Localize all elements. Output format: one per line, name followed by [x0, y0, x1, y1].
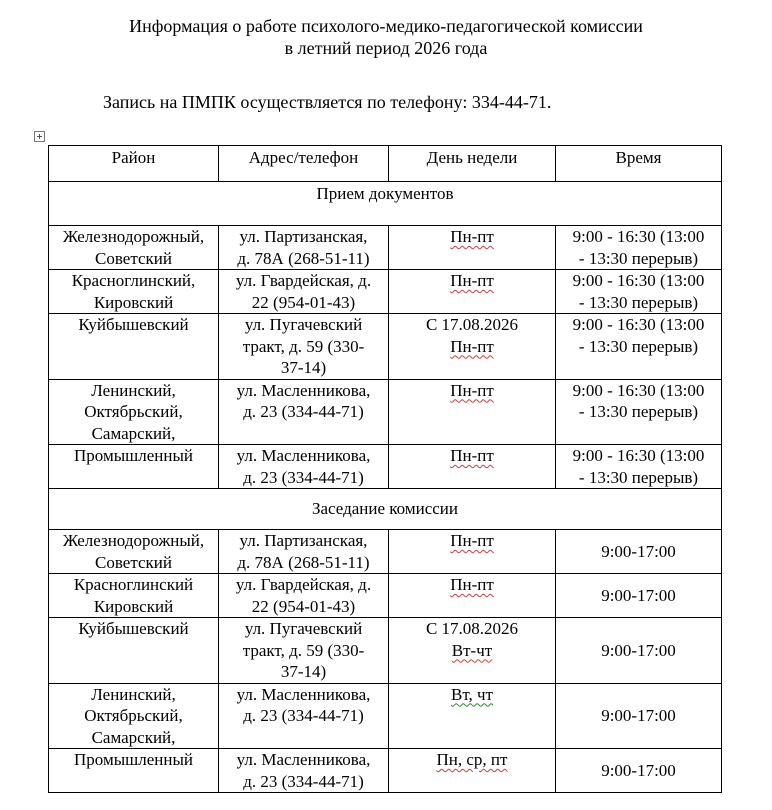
address-line: ул. Пугачевский	[244, 315, 363, 334]
section-title-text: Прием документов	[316, 184, 454, 203]
district-cell	[49, 574, 219, 618]
address-line: ул. Масленникова,	[236, 684, 371, 704]
time-line: - 13:30 перерыв)	[578, 402, 699, 421]
district-line: Промышленный	[74, 750, 193, 769]
address-line: 22 (954-01-43)	[251, 596, 356, 616]
address-line: д. 78А (268-51-11)	[237, 552, 370, 572]
address-line: тракт, д. 59 (330-	[242, 640, 365, 660]
day-line: Пн, ср, пт	[436, 750, 508, 769]
district-line: Самарский,	[91, 423, 176, 443]
day-cell	[389, 379, 556, 445]
time-line: 9:00-17:00	[601, 706, 676, 725]
day-line: С 17.08.2026	[425, 315, 519, 334]
day-cell	[389, 683, 556, 749]
time-cell	[556, 379, 722, 445]
district-line: Кировский	[93, 292, 174, 312]
district-line: Советский	[95, 552, 172, 572]
day-cell	[389, 618, 556, 684]
district-line: Октябрьский,	[84, 402, 183, 421]
address-cell	[219, 445, 389, 489]
time-line: - 13:30 перерыв)	[578, 467, 699, 487]
header-district: Район	[49, 146, 219, 182]
day-cell	[389, 530, 556, 574]
address-line: ул. Масленникова,	[236, 750, 371, 769]
district-cell	[49, 314, 219, 380]
district-line: Железнодорожный,	[62, 531, 205, 550]
address-line: ул. Пугачевский	[244, 619, 363, 638]
district-cell	[49, 530, 219, 574]
section-title	[49, 182, 722, 226]
schedule-table	[48, 145, 722, 793]
time-cell	[556, 749, 722, 793]
day-cell	[389, 314, 556, 380]
day-line: Пн-пт	[450, 227, 494, 246]
day-cell	[389, 270, 556, 314]
address-line: ул. Масленникова,	[236, 380, 371, 400]
time-line: 9:00-17:00	[601, 640, 676, 660]
time-line: - 13:30 перерыв)	[578, 336, 699, 356]
day-line: Вт-чт	[451, 640, 493, 660]
address-cell	[219, 270, 389, 314]
time-cell	[556, 226, 722, 270]
day-cell	[389, 749, 556, 793]
address-cell	[219, 683, 389, 749]
day-line: Пн-пт	[450, 336, 494, 356]
table-row	[49, 226, 722, 270]
address-line: д. 78А (268-51-11)	[237, 248, 370, 268]
time-cell	[556, 618, 722, 684]
address-line: д. 23 (334-44-71)	[243, 402, 364, 421]
address-line: тракт, д. 59 (330-	[242, 336, 365, 356]
time-line: 9:00 - 16:30 (13:00	[572, 315, 705, 334]
time-cell	[556, 445, 722, 489]
table-row	[49, 683, 722, 749]
time-line: 9:00-17:00	[601, 760, 676, 780]
time-cell	[556, 530, 722, 574]
day-line: Пн-пт	[450, 531, 494, 550]
table-row	[49, 270, 722, 314]
header-row	[49, 146, 722, 182]
day-cell	[389, 574, 556, 618]
address-cell	[219, 530, 389, 574]
day-line: Пн-пт	[450, 380, 494, 400]
day-line: Вт, чт	[451, 684, 493, 704]
address-line: 37-14)	[280, 358, 327, 377]
district-cell	[49, 445, 219, 489]
time-line: 9:00-17:00	[601, 541, 676, 561]
day-cell	[389, 226, 556, 270]
address-cell	[219, 749, 389, 793]
address-line: д. 23 (334-44-71)	[243, 771, 364, 791]
address-cell	[219, 314, 389, 380]
document-title-line-2: в летний период 2026 года	[284, 38, 488, 58]
section-title	[49, 489, 722, 530]
header-time: Время	[556, 146, 722, 182]
table-row	[49, 749, 722, 793]
district-line: Куйбышевский	[78, 315, 189, 334]
district-line: Самарский,	[91, 727, 176, 747]
district-line: Железнодорожный,	[62, 227, 205, 246]
time-cell	[556, 683, 722, 749]
section-title-text: Заседание комиссии	[311, 499, 459, 518]
address-line: д. 23 (334-44-71)	[243, 706, 364, 725]
address-line: д. 23 (334-44-71)	[243, 467, 364, 487]
district-line: Куйбышевский	[78, 619, 189, 638]
district-cell	[49, 749, 219, 793]
table-row	[49, 574, 722, 618]
time-line: - 13:30 перерыв)	[578, 292, 699, 312]
district-line: Советский	[95, 248, 172, 268]
header-day: День недели	[389, 146, 556, 182]
time-cell	[556, 574, 722, 618]
time-line: 9:00 - 16:30 (13:00	[572, 227, 705, 246]
address-line: 22 (954-01-43)	[251, 292, 356, 312]
time-line: 9:00-17:00	[601, 585, 676, 605]
header-address: Адрес/телефон	[219, 146, 389, 182]
day-line: Пн-пт	[450, 446, 494, 465]
district-line: Красноглинский	[73, 575, 194, 594]
phone-note: Запись на ПМПК осуществляется по телефону: 334-44-71.	[103, 92, 552, 112]
section-row	[49, 182, 722, 226]
section-row	[49, 489, 722, 530]
district-cell	[49, 270, 219, 314]
district-cell	[49, 379, 219, 445]
address-line: ул. Масленникова,	[236, 446, 371, 465]
time-cell	[556, 270, 722, 314]
table-row	[49, 618, 722, 684]
table-move-handle-icon[interactable]	[34, 131, 45, 142]
time-line: 9:00 - 16:30 (13:00	[572, 380, 705, 400]
district-line: Ленинский,	[91, 684, 176, 704]
day-line: Пн-пт	[450, 575, 494, 594]
time-line: 9:00 - 16:30 (13:00	[572, 446, 705, 465]
district-line: Октябрьский,	[84, 706, 183, 725]
day-line: С 17.08.2026	[425, 619, 519, 638]
time-cell	[556, 314, 722, 380]
time-line: - 13:30 перерыв)	[578, 248, 699, 268]
district-line: Ленинский,	[91, 380, 176, 400]
day-line: Пн-пт	[450, 271, 494, 290]
address-line: ул. Партизанская,	[239, 227, 368, 246]
district-line: Кировский	[93, 596, 174, 616]
district-cell	[49, 618, 219, 684]
address-cell	[219, 618, 389, 684]
address-cell	[219, 226, 389, 270]
day-cell	[389, 445, 556, 489]
district-line: Промышленный	[74, 446, 193, 465]
address-line: ул. Гвардейская, д.	[235, 575, 372, 594]
address-cell	[219, 379, 389, 445]
address-line: ул. Партизанская,	[239, 531, 368, 550]
table-row	[49, 379, 722, 445]
district-line: Красноглинский,	[71, 271, 196, 290]
table-row	[49, 445, 722, 489]
district-cell	[49, 226, 219, 270]
table-row	[49, 314, 722, 380]
address-line: 37-14)	[280, 662, 327, 681]
district-cell	[49, 683, 219, 749]
document-title-line-1: Информация о работе психолого-медико-педагогической комиссии	[129, 16, 643, 36]
table-row	[49, 530, 722, 574]
time-line: 9:00 - 16:30 (13:00	[572, 271, 705, 290]
address-cell	[219, 574, 389, 618]
address-line: ул. Гвардейская, д.	[235, 271, 372, 290]
